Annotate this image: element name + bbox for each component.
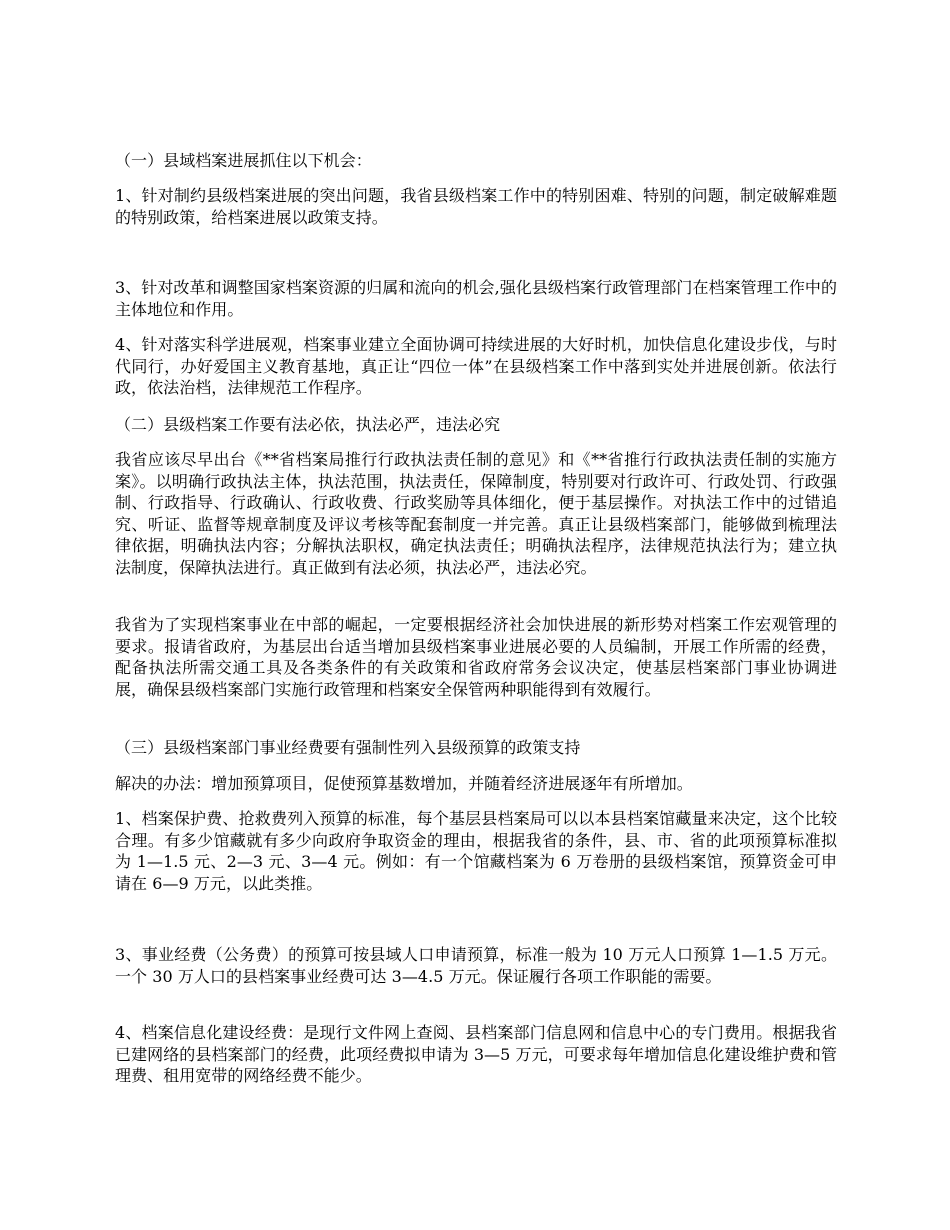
paragraph-1: 1、针对制约县级档案进展的突出问题，我省县级档案工作中的特别困难、特别的问题，制定破解难题的特别政策，给档案进展以政策支持。 xyxy=(115,186,837,227)
paragraph-central-rise: 我省为了实现档案事业在中部的崛起，一定要根据经济社会加快进展的新形势对档案工作宏观管理的要求。报请省政府，为基层出台适当增加县级档案事业进展必要的人员编制，开展工作所需的经费，配备执法所需交通工具及各类条件的有关政策和省政府常务会议决定，使基层档案部门事业协调进展，确保县级档案部门实施行政管理和档案安全保管两种职能得到有效履行。 xyxy=(115,615,837,699)
section-heading-3: （三）县级档案部门事业经费要有强制性列入县级预算的政策支持 xyxy=(115,738,581,757)
section-heading-2: （二）县级档案工作要有法必依，执法必严，违法必究 xyxy=(115,415,501,434)
paragraph-budget-1: 1、档案保护费、抢救费列入预算的标准，每个基层县档案局可以以本县档案馆藏量来决定，这个比较合理。有多少馆藏就有多少向政府争取资金的理由，根据我省的条件，县、市、省的此项预算标准拟为 1—1.5 元、2—3 元、3—4 元。例如：有一个馆藏档案为 6 万卷册的县级档案馆，预算资金可申请在 6—9 万元，以此类推。 xyxy=(115,809,837,893)
paragraph-4: 4、针对落实科学进展观，档案事业建立全面协调可持续进展的大好时机，加快信息化建设步伐，与时代同行，办好爱国主义教育基地，真正让“四位一体”在县级档案工作中落到实处并进展创新。依法行政，依法治档，法律规范工作程序。 xyxy=(115,335,837,397)
paragraph-budget-3: 3、事业经费（公务费）的预算可按县域人口申请预算，标准一般为 10 万元人口预算 1—1.5 万元。一个 30 万人口的县档案事业经费可达 3—4.5 万元。保证履行各项工作职能的需要。 xyxy=(115,945,837,986)
section-heading-1: （一）县域档案进展抓住以下机会： xyxy=(115,151,372,170)
paragraph-budget-4: 4、档案信息化建设经费：是现行文件网上查阅、县档案部门信息网和信息中心的专门费用。根据我省已建网络的县档案部门的经费，此项经费拟申请为 3—5 万元，可要求每年增加信息化建设维护费和管理费、租用宽带的网络经费不能少。 xyxy=(115,1023,837,1085)
paragraph-implementation-plan: 我省应该尽早出台《**省档案局推行行政执法责任制的意见》和《**省推行行政执法责任制的实施方案》。以明确行政执法主体，执法范围，执法责任，保障制度，特别要对行政许可、行政处罚、行政强制、行政指导、行政确认、行政收费、行政奖励等具体细化，便于基层操作。对执法工作中的过错追究、听证、监督等规章制度及评议考核等配套制度一并完善。真正让县级档案部门，能够做到梳理法律依据，明确执法内容；分解执法职权，确定执法责任；明确执法程序，法律规范执法行为；建立执法制度，保障执法进行。真正做到有法必须，执法必严，违法必究。 xyxy=(115,450,837,577)
paragraph-solution: 解决的办法：增加预算项目，促使预算基数增加，并随着经济进展逐年有所增加。 xyxy=(115,774,693,793)
paragraph-3: 3、针对改革和调整国家档案资源的归属和流向的机会,强化县级档案行政管理部门在档案管理工作中的主体地位和作用。 xyxy=(115,278,837,319)
